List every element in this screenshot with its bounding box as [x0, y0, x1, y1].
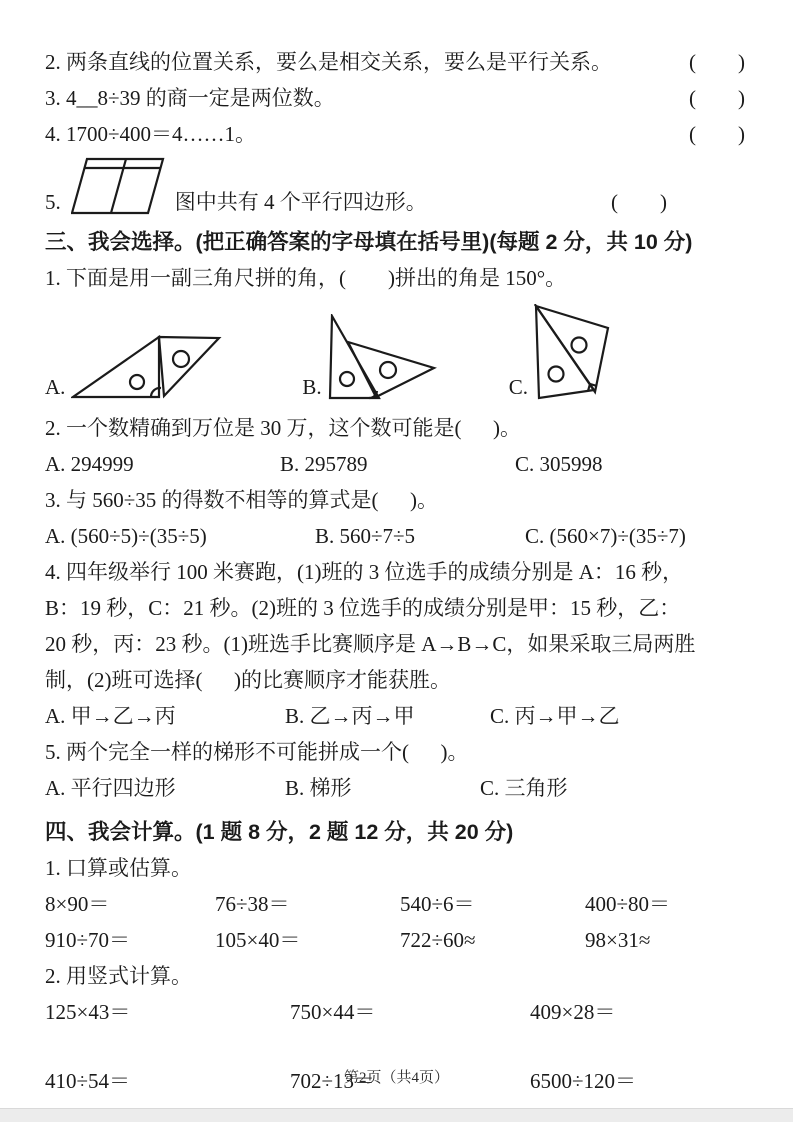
- oral-calc-item: 540÷6＝: [400, 892, 475, 916]
- answer-bracket-5: ( ): [611, 190, 667, 214]
- question-4-choices: [45, 698, 745, 734]
- ruler-hole: [548, 367, 563, 382]
- calc-subtitle-2: 2. 用竖式计算。: [45, 964, 192, 988]
- judge-item-2: [45, 44, 745, 80]
- choice-q3-b: B. 560÷7÷5: [315, 524, 416, 548]
- question-2-text: 2. 一个数精确到万位是 30 万，这个数可能是( )。: [45, 416, 521, 440]
- choice-q5-b: B. 梯形: [285, 776, 352, 800]
- judge-item-5-number: 5.: [45, 190, 61, 214]
- triangle-pair-c-figure: [534, 304, 612, 400]
- vertical-calc-item: 125×43＝: [45, 1000, 131, 1024]
- vertical-calc-item: 6500÷120＝: [530, 1069, 637, 1093]
- triangle-a-left: [73, 337, 159, 397]
- choice-q4-a: A. 甲→乙→丙: [45, 704, 176, 728]
- ruler-hole: [130, 375, 144, 389]
- choice-q3-a: A. (560÷5)÷(35÷5): [45, 524, 207, 548]
- question-4-text-line-3: 20 秒，丙：23 秒。(1)班选手比赛顺序是 A→B→C，如果采取三局两胜: [45, 632, 696, 656]
- answer-bracket-3: ( ): [689, 86, 745, 110]
- vertical-calc-item: 409×28＝: [530, 1000, 616, 1024]
- oral-calc-item: 400÷80＝: [585, 892, 671, 916]
- parallelogram-figure: [71, 156, 167, 216]
- triangle-b-right: [348, 342, 434, 397]
- ruler-hole: [380, 362, 396, 378]
- choice-q4-c: C. 丙→甲→乙: [490, 704, 620, 728]
- judge-item-2-text: 2. 两条直线的位置关系，要么是相交关系，要么是平行关系。: [45, 50, 612, 74]
- oral-calc-item: 98×31≈: [585, 928, 651, 952]
- choice-q2-c: C. 305998: [515, 452, 603, 476]
- question-5-text: 5. 两个完全一样的梯形不可能拼成一个( )。: [45, 740, 469, 764]
- oral-calc-row-2: [45, 922, 745, 958]
- option-label-c: C.: [508, 375, 528, 399]
- judge-item-5: [45, 156, 745, 216]
- oral-calc-item: 722÷60≈: [400, 928, 476, 952]
- choice-q2-b: B. 295789: [280, 452, 368, 476]
- ruler-hole: [173, 351, 189, 367]
- choice-q3-c: C. (560×7)÷(35÷7): [525, 524, 686, 548]
- page-footer: 第2页（共4页）: [343, 1070, 449, 1086]
- triangle-pair-b-figure: [328, 314, 440, 400]
- vertical-calc-item: 702÷13＝: [290, 1069, 376, 1093]
- answer-bracket-2: ( ): [689, 50, 745, 74]
- judge-item-3-text: 3. 4__8÷39 的商一定是两位数。: [45, 86, 335, 110]
- question-4-text-line-2: B：19 秒，C：21 秒。(2)班的 3 位选手的成绩分别是甲：15 秒，乙：: [45, 596, 681, 620]
- oral-calc-item: 105×40＝: [215, 928, 301, 952]
- oral-calc-item: 8×90＝: [45, 892, 110, 916]
- option-label-b: B.: [302, 375, 322, 399]
- choice-q2-a: A. 294999: [45, 452, 134, 476]
- question-2-choices: [45, 446, 745, 482]
- question-5-choices: [45, 770, 745, 806]
- judge-item-5-text: 图中共有 4 个平行四边形。: [174, 190, 427, 214]
- question-1-figures: [45, 300, 745, 400]
- question-3-text: 3. 与 560÷35 的得数不相等的算式是( )。: [45, 488, 439, 512]
- answer-bracket-4: ( ): [689, 122, 745, 146]
- vertical-calc-row-1: [45, 994, 745, 1030]
- option-a-figure-group: [45, 332, 223, 400]
- calc-subtitle-1: 1. 口算或估算。: [45, 856, 192, 880]
- question-4-text-line-1: 4. 四年级举行 100 米赛跑，(1)班的 3 位选手的成绩分别是 A：16 秒，: [45, 560, 684, 584]
- section-4-heading: 四、我会计算。(1 题 8 分，2 题 12 分，共 20 分): [45, 820, 514, 844]
- oral-calc-row-1: [45, 886, 745, 922]
- option-c-figure-group: [509, 304, 612, 400]
- page-bottom-edge: [0, 1108, 793, 1122]
- triangle-a-right: [159, 337, 219, 396]
- oral-calc-item: 76÷38＝: [215, 892, 290, 916]
- judge-item-3: [45, 80, 745, 116]
- option-b-figure-group: [302, 314, 439, 400]
- vertical-calc-item: 410÷54＝: [45, 1069, 131, 1093]
- judge-item-4-text: 4. 1700÷400＝4……1。: [45, 122, 257, 146]
- section-3-heading: 三、我会选择。(把正确答案的字母填在括号里)(每题 2 分，共 10 分): [45, 230, 693, 254]
- ruler-hole: [571, 338, 586, 353]
- triangle-pair-a-figure: [71, 332, 223, 400]
- question-3-choices: [45, 518, 745, 554]
- choice-q4-b: B. 乙→丙→甲: [285, 704, 415, 728]
- option-label-a: A.: [45, 375, 66, 399]
- choice-q5-a: A. 平行四边形: [45, 776, 176, 800]
- judge-item-4: [45, 116, 745, 152]
- question-4-text-line-4: 制，(2)班可选择( )的比赛顺序才能获胜。: [45, 668, 451, 692]
- oral-calc-item: 910÷70＝: [45, 928, 131, 952]
- vertical-calc-item: 750×44＝: [290, 1000, 376, 1024]
- question-1-text: 1. 下面是用一副三角尺拼的角，( )拼出的角是 150°。: [45, 266, 567, 290]
- ruler-hole: [340, 372, 354, 386]
- triangle-c-lower: [536, 306, 594, 398]
- choice-q5-c: C. 三角形: [480, 776, 568, 800]
